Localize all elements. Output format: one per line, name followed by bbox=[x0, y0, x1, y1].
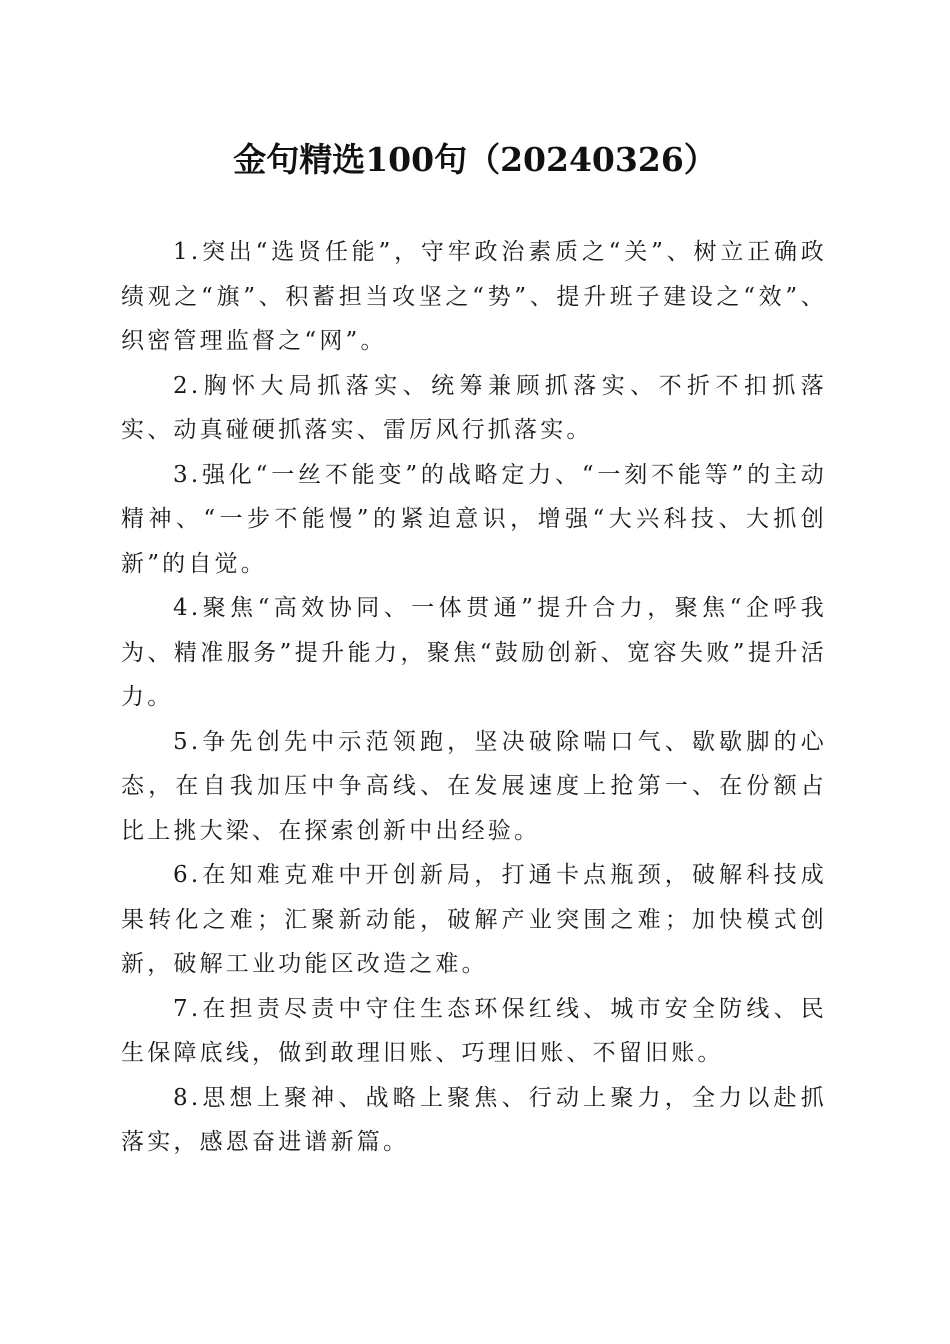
paragraph-4: 4.聚焦“高效协同、一体贯通”提升合力，聚焦“企呼我为、精准服务”提升能力，聚焦“鼓励创新、宽容失败”提升活力。 bbox=[121, 595, 827, 710]
document-body bbox=[121, 230, 827, 1165]
paragraph-5: 5.争先创先中示范领跑，坚决破除喘口气、歇歇脚的心态，在自我加压中争高线、在发展速度上抢第一、在份额占比上挑大梁、在探索创新中出经验。 bbox=[121, 728, 827, 844]
paragraph-7: 7.在担责尽责中守住生态环保红线、城市安全防线、民生保障底线，做到敢理旧账、巧理旧账、不留旧账。 bbox=[121, 995, 827, 1066]
paragraph-8: 8.思想上聚神、战略上聚焦、行动上聚力，全力以赴抓落实，感恩奋进谱新篇。 bbox=[121, 1084, 827, 1155]
paragraph-1: 1.突出“选贤任能”，守牢政治素质之“关”、树立正确政绩观之“旗”、积蓄担当攻坚之“势”、提升班子建设之“效”、织密管理监督之“网”。 bbox=[121, 239, 827, 354]
document-title: 金句精选100句（20240326） bbox=[233, 140, 717, 179]
paragraph-2: 2.胸怀大局抓落实、统筹兼顾抓落实、不折不扣抓落实、动真碰硬抓落实、雷厉风行抓落实。 bbox=[121, 372, 827, 443]
paragraph-6: 6.在知难克难中开创新局，打通卡点瓶颈，破解科技成果转化之难；汇聚新动能，破解产业突围之难；加快模式创新，破解工业功能区改造之难。 bbox=[121, 862, 827, 977]
paragraph-3: 3.强化“一丝不能变”的战略定力、“一刻不能等”的主动精神、“一步不能慢”的紧迫意识，增强“大兴科技、大抓创新”的自觉。 bbox=[121, 461, 827, 577]
